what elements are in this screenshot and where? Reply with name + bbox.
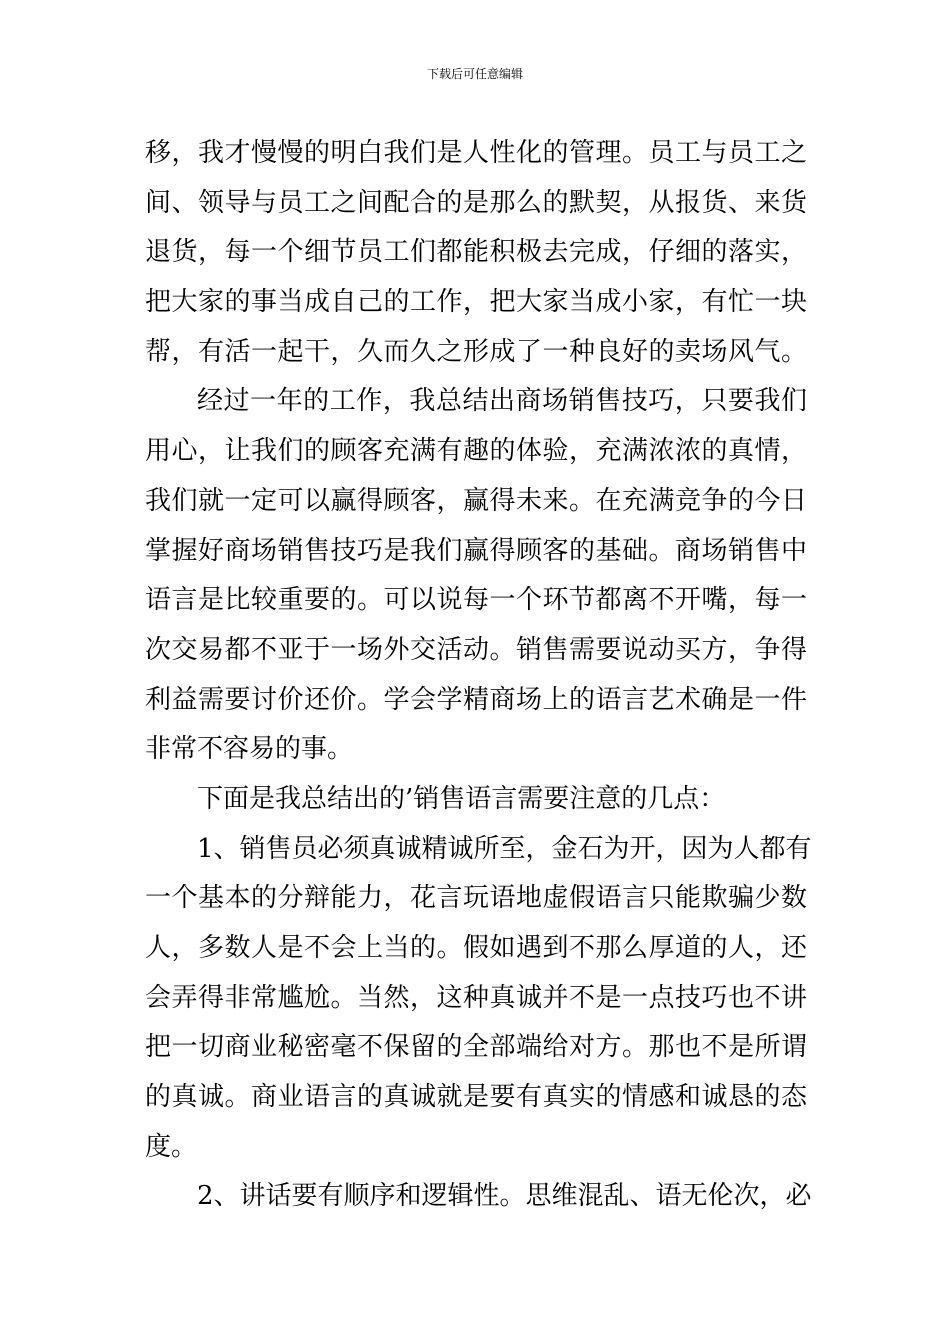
text-line: 语言是比较重要的。可以说每一个环节都离不开嘴，每一 xyxy=(145,585,807,616)
text-line: 非常不容易的事。 xyxy=(145,734,354,765)
text-line: 帮，有活一起干，久而久之形成了一种良好的卖场风气。 xyxy=(145,336,807,367)
text-line: 会弄得非常尴尬。当然，这种真诚并不是一点技巧也不讲 xyxy=(145,982,807,1013)
text-line: 移，我才慢慢的明白我们是人性化的管理。员工与员工之 xyxy=(145,138,807,168)
text-line: 2、讲话要有顺序和逻辑性。思维混乱、语无伦次，必 xyxy=(197,1181,812,1212)
text-line: 1、销售员必须真诚精诚所至，金石为开，因为人都有 xyxy=(197,833,812,864)
text-line: 的真诚。商业语言的真诚就是要有真实的情感和诚恳的态 xyxy=(145,1082,807,1113)
text-line: 把一切商业秘密毫不保留的全部端给对方。那也不是所谓 xyxy=(145,1032,807,1063)
text-line: 把大家的事当成自己的工作，把大家当成小家，有忙一块 xyxy=(145,287,807,318)
text-line: 间、领导与员工之间配合的是那么的默契，从报货、来货 xyxy=(145,187,807,218)
text-line: 退货，每一个细节员工们都能积极去完成，仔细的落实， xyxy=(145,237,807,268)
text-line: 经过一年的工作，我总结出商场销售技巧，只要我们 xyxy=(197,386,807,417)
text-line: 下面是我总结出的’销售语言需要注意的几点： xyxy=(197,783,726,814)
text-line: 用心，让我们的顾客充满有趣的体验，充满浓浓的真情， xyxy=(145,436,807,467)
text-line: 度。 xyxy=(145,1131,198,1162)
page-header: 下载后可任意编辑 xyxy=(426,67,523,81)
text-line: 利益需要讨价还价。学会学精商场上的语言艺术确是一件 xyxy=(145,684,807,715)
text-line: 我们就一定可以赢得顾客，赢得未来。在充满竞争的今日 xyxy=(145,485,807,516)
body-text xyxy=(145,129,812,1222)
text-line: 一个基本的分辩能力，花言玩语地虚假语言只能欺骗少数 xyxy=(145,883,807,914)
text-line: 次交易都不亚于一场外交活动。销售需要说动买方，争得 xyxy=(145,634,807,665)
text-line: 掌握好商场销售技巧是我们赢得顾客的基础。商场销售中 xyxy=(145,535,807,566)
text-line: 人，多数人是不会上当的。假如遇到不那么厚道的人，还 xyxy=(145,933,807,963)
